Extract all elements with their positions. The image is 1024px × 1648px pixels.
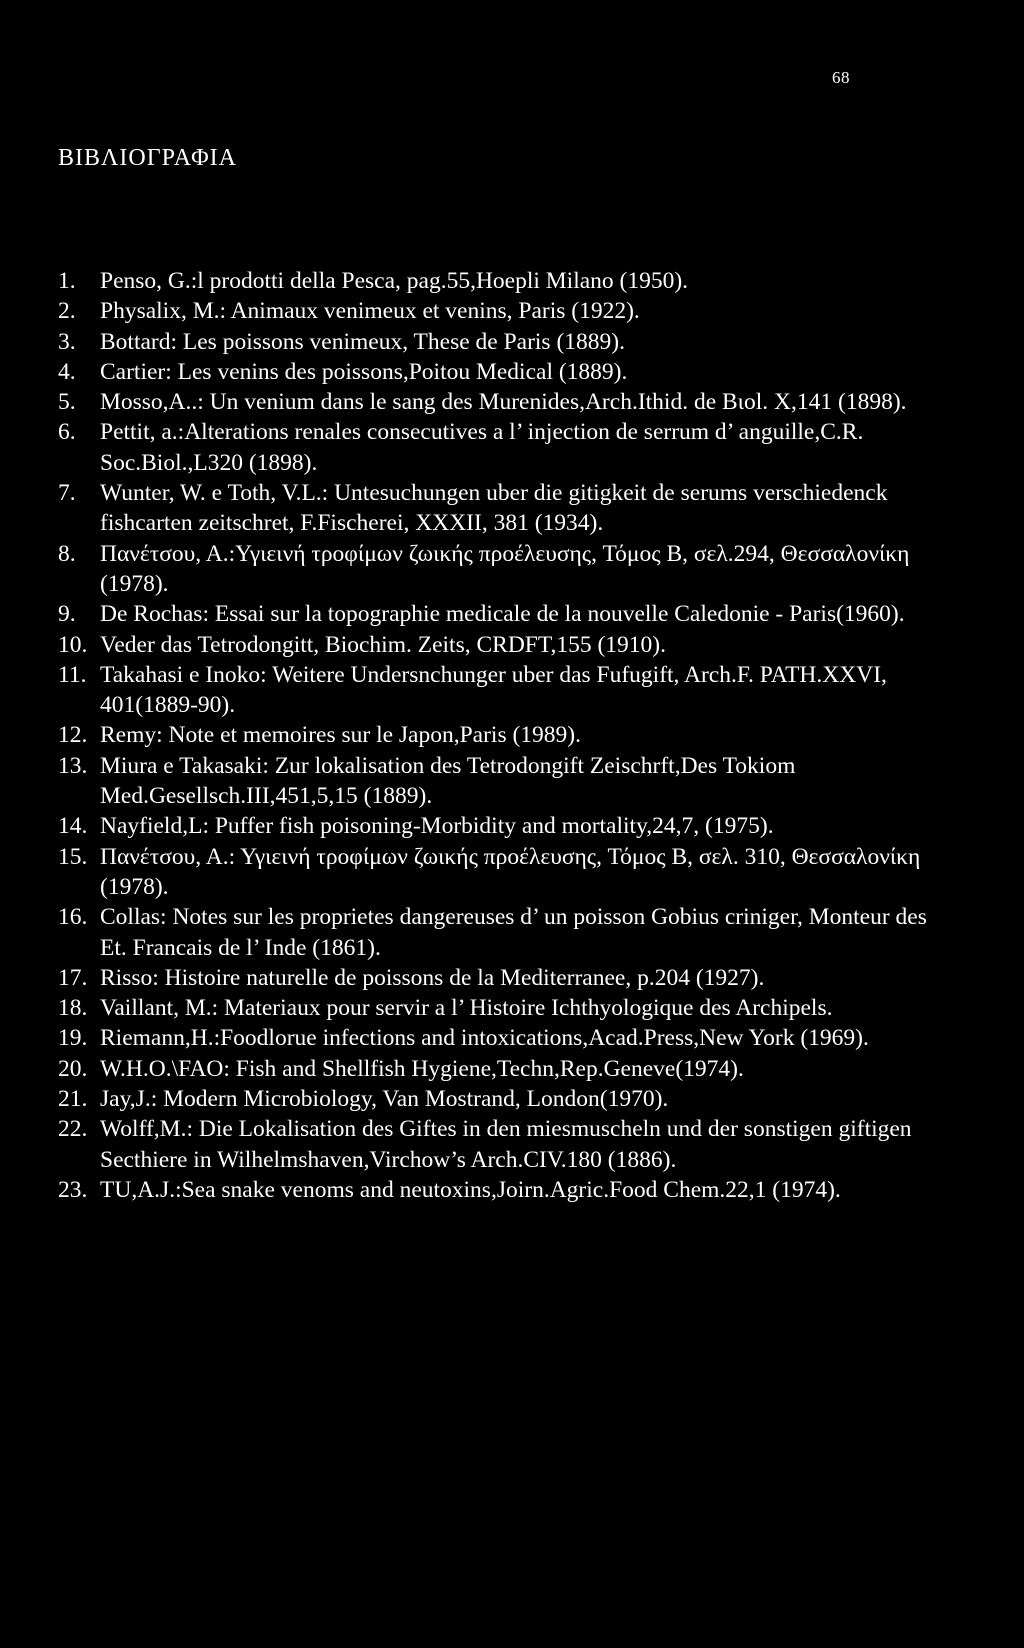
reference-number: 9. xyxy=(58,601,76,628)
reference-item xyxy=(58,387,958,417)
reference-number: 17. xyxy=(58,964,88,991)
reference-number: 1. xyxy=(58,268,76,294)
reference-number: 20. xyxy=(58,1055,88,1082)
reference-number: 10. xyxy=(58,631,88,658)
reference-item xyxy=(58,751,958,812)
reference-text: Wolff,M.: Die Lokalisation des Giftes in den miesmuscheln und der sonstigen giftigen Secthiere in Wilhelmshaven,Virchow’s Arch.CIV.180 (1886). xyxy=(100,1116,912,1173)
reference-text: Wunter, W. e Toth, V.L.: Untesuchungen uber die gitigkeit de serums verschiedenck fishcarten zeitschret, F.Fischerei, XXXII, 381 (1934). xyxy=(100,480,888,537)
reference-number: 12. xyxy=(58,722,88,749)
reference-text: Bottard: Les poissons venimeux, These de Paris (1889). xyxy=(100,328,625,355)
reference-number: 13. xyxy=(58,752,88,779)
reference-item xyxy=(58,539,958,600)
reference-number: 8. xyxy=(58,540,76,567)
reference-item xyxy=(58,1054,958,1084)
reference-item xyxy=(58,1114,958,1175)
reference-number: 14. xyxy=(58,813,88,840)
reference-number: 3. xyxy=(58,328,76,355)
reference-item xyxy=(58,660,958,721)
reference-number: 5. xyxy=(58,389,76,416)
reference-text: Cartier: Les venins des poissons,Poitou Medical (1889). xyxy=(100,358,628,385)
reference-number: 11. xyxy=(58,661,87,688)
reference-item xyxy=(58,630,958,660)
reference-item xyxy=(58,599,958,629)
reference-text: Takahasi e Inoko: Weitere Undersnchunger uber das Fufugift, Arch.F. PATH.XXVI, 401(1889-90). xyxy=(100,661,887,719)
reference-text: Remy: Note et memoires sur le Japon,Paris (1989). xyxy=(100,722,582,749)
reference-item xyxy=(58,811,958,841)
reference-item xyxy=(58,478,958,539)
reference-text: Πανέτσου, Α.: Υγιεινή τροφίμων ζωικής προέλευσης, Τόμος Β, σελ. 310, Θεσσαλονίκη (1978). xyxy=(100,843,921,900)
reference-number: 18. xyxy=(58,995,88,1022)
reference-text: Penso, G.:l prodotti della Pesca, pag.55,Hoepli Milano (1950). xyxy=(100,268,689,294)
reference-number: 15. xyxy=(58,843,88,870)
reference-item xyxy=(58,720,958,750)
reference-text: Miura e Takasaki: Zur lokalisation des Tetrodongift Zeischrft,Des Tokiom Med.Gesellsch.III,451,5,15 (1889). xyxy=(100,752,796,810)
reference-text: Πανέτσου, Α.:Υγιεινή τροφίμων ζωικής προέλευσης, Τόμος Β, σελ.294, Θεσσαλονίκη (1978). xyxy=(100,540,910,597)
reference-item xyxy=(58,1023,958,1053)
reference-number: 6. xyxy=(58,419,76,446)
reference-text: Riemann,H.:Foodlorue infections and intoxications,Acad.Press,New York (1969). xyxy=(100,1025,869,1052)
reference-item xyxy=(58,993,958,1023)
reference-item xyxy=(58,1084,958,1114)
reference-number: 2. xyxy=(58,298,76,325)
reference-text: TU,A.J.:Sea snake venoms and neutoxins,Joirn.Agric.Food Chem.22,1 (1974). xyxy=(100,1176,841,1203)
reference-text: Physalix, M.: Animaux venimeux et venins, Paris (1922). xyxy=(100,298,640,325)
reference-item xyxy=(58,902,958,963)
reference-item xyxy=(58,963,958,993)
reference-item xyxy=(58,417,958,478)
reference-item xyxy=(58,327,958,357)
reference-number: 7. xyxy=(58,480,76,507)
reference-item xyxy=(58,357,958,387)
reference-text: Veder das Tetrodongitt, Biochim. Zeits, CRDFT,155 (1910). xyxy=(100,631,666,658)
reference-number: 16. xyxy=(58,904,88,931)
reference-text: Vaillant, M.: Materiaux pour servir a l’ Histoire Ichthyologique des Archipels. xyxy=(100,995,833,1022)
reference-text: W.H.O.\FAO: Fish and Shellfish Hygiene,Techn,Rep.Geneve(1974). xyxy=(100,1055,744,1082)
reference-number: 22. xyxy=(58,1116,88,1143)
reference-item xyxy=(58,266,958,296)
reference-text: Risso: Histoire naturelle de poissons de la Mediterranee, p.204 (1927). xyxy=(100,964,765,991)
reference-text: Collas: Notes sur les proprietes dangereuses d’ un poisson Gobius criniger, Monteur des Et. Francais de l’ Inde (1861). xyxy=(100,904,927,961)
reference-number: 21. xyxy=(58,1086,88,1113)
page-number: 68 xyxy=(832,68,850,87)
reference-text: Pettit, a.:Alterations renales consecutives a l’ injection de serrum d’ anguille,C.R. Soc.Biol.,L320 (1898). xyxy=(100,419,864,476)
reference-text: Mosso,A..: Un venium dans le sang des Murenides,Arch.Ithid. de Bιol. X,141 (1898). xyxy=(100,389,907,416)
reference-text: De Rochas: Essai sur la topographie medicale de la nouvelle Caledonie - Paris(1960). xyxy=(100,601,905,628)
reference-number: 4. xyxy=(58,358,76,385)
reference-item xyxy=(58,1175,958,1205)
reference-item xyxy=(58,296,958,326)
reference-text: Nayfield,L: Puffer fish poisoning-Morbidity and mortality,24,7, (1975). xyxy=(100,813,774,840)
reference-item xyxy=(58,842,958,903)
reference-number: 23. xyxy=(58,1176,88,1203)
page-title: ΒΙΒΛΙΟΓΡΑΦΙΑ xyxy=(58,145,237,171)
reference-list xyxy=(58,266,958,1205)
reference-text: Jay,J.: Modern Microbiology, Van Mostrand, London(1970). xyxy=(100,1086,669,1113)
reference-number: 19. xyxy=(58,1025,88,1052)
